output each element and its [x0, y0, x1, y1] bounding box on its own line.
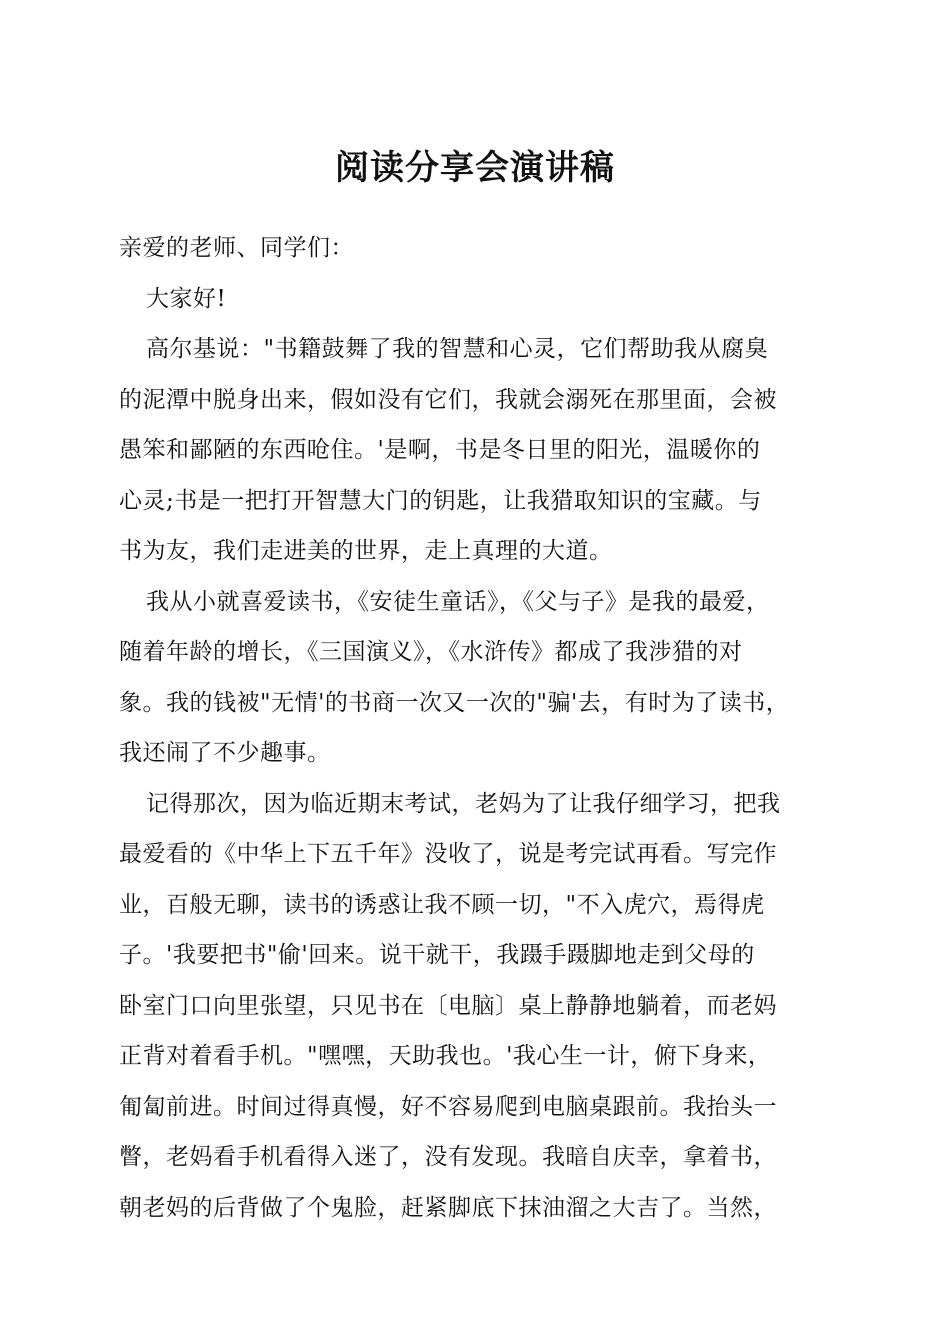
- text-line: 愚笨和鄙陋的东西呛住。'是啊，书是冬日里的阳光，温暖你的: [119, 437, 761, 463]
- text-line: 亲爱的老师、同学们：: [119, 235, 354, 261]
- text-line: 我从小就喜爱读书，《安徒生童话》，《父与子》是我的最爱，: [146, 588, 770, 615]
- text-line: 大家好!: [146, 285, 227, 312]
- text-line: 卧室门口向里张望，只见书在〔电脑〕桌上静静地躺着，而老妈: [119, 992, 777, 1019]
- text-line: 记得那次，因为临近期末考试，老妈为了让我仔细学习，把我: [146, 790, 781, 817]
- text-line: 正背对着看手机。"嘿嘿，天助我也。'我心生一计，俯下身来，: [119, 1043, 772, 1069]
- text-line: 书为友，我们走进美的世界，走上真理的大道。: [119, 538, 613, 564]
- text-line: 子。'我要把书"偷'回来。说干就干，我蹑手蹑脚地走到父母的: [119, 942, 755, 968]
- text-line: 随着年龄的增长，《三国演义》，《水浒传》都成了我涉猎的对: [119, 639, 743, 665]
- document-body: [119, 223, 839, 1233]
- text-line: 匍匐前进。时间过得真慢，好不容易爬到电脑桌跟前。我抬头一: [119, 1093, 777, 1120]
- text-line: 的泥潭中脱身出来，假如没有它们，我就会溺死在那里面，会被: [119, 386, 777, 413]
- text-line: 我还闹了不少趣事。: [119, 740, 331, 766]
- document-title: 阅读分享会演讲稿: [335, 148, 615, 188]
- text-line: 业，百般无聊，读书的诱惑让我不顾一切，"不入虎穴，焉得虎: [119, 891, 765, 918]
- text-line: 瞥，老妈看手机看得入迷了，没有发现。我暗自庆幸，拿着书，: [119, 1144, 777, 1170]
- text-line: 象。我的钱被"无情'的书商一次又一次的"骗'去，有时为了读书，: [119, 689, 790, 716]
- text-line: 心灵;书是一把打开智慧大门的钥匙，让我猎取知识的宝藏。与: [119, 487, 762, 514]
- text-line: 高尔基说："书籍鼓舞了我的智慧和心灵，它们帮助我从腐臭: [146, 336, 769, 362]
- text-line: 朝老妈的后背做了个鬼脸，赶紧脚底下抹油溜之大吉了。当然，: [119, 1194, 777, 1221]
- text-line: 最爱看的《中华上下五千年》没收了，说是考完试再看。写完作: [119, 841, 777, 867]
